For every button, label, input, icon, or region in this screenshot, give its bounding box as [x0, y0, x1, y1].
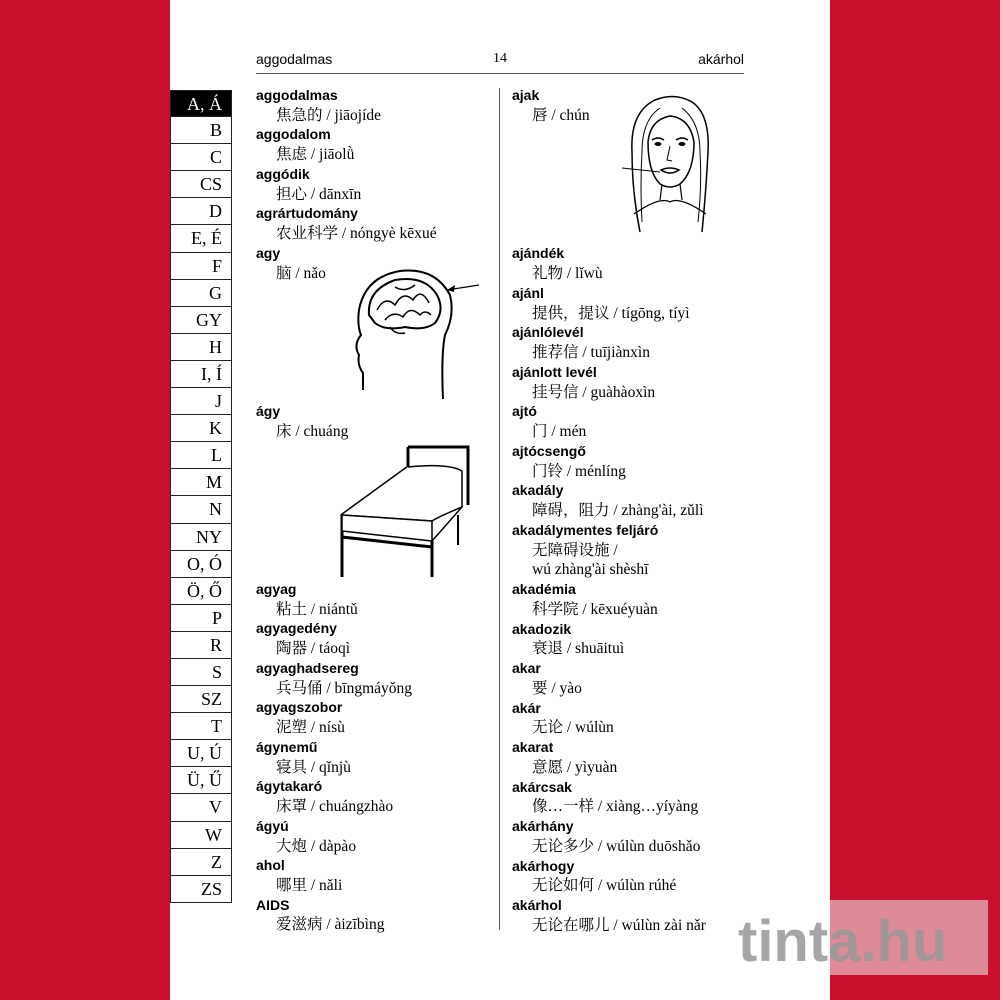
entry: [256, 619, 496, 658]
entry: [256, 738, 496, 777]
headword: agrártudomány: [256, 205, 358, 222]
index-tab[interactable]: G: [170, 280, 232, 307]
translation: 担心 / dānxīn: [276, 185, 362, 203]
translation: 无障碍设施 /: [532, 541, 618, 559]
headword: ágytakaró: [256, 778, 323, 795]
index-tab[interactable]: NY: [170, 524, 232, 551]
translation: 焦虑 / jiāolǜ: [276, 146, 355, 164]
translation: 无论 / wúlùn: [532, 719, 614, 737]
translation: 脑 / nǎo: [276, 264, 326, 282]
translation: 障碍，阻力 / zhàng'ài, zǔlì: [532, 502, 704, 520]
translation: 兵马俑 / bīngmáyǒng: [276, 679, 413, 697]
translation: 寝具 / qǐnjù: [276, 758, 351, 776]
headword: ahol: [256, 857, 285, 874]
headword: ágynemű: [256, 738, 318, 755]
entry: [256, 659, 496, 698]
headword: ajánlott levél: [512, 363, 597, 380]
page-header: [256, 47, 744, 74]
entry: [512, 738, 752, 777]
translation-continued: wú zhàng'ài shèshī: [532, 561, 649, 579]
headword: agyagszobor: [256, 699, 343, 716]
index-tab[interactable]: R: [170, 632, 232, 659]
entry: [256, 580, 496, 619]
index-tab[interactable]: W: [170, 822, 232, 849]
index-tab[interactable]: D: [170, 198, 232, 225]
index-tab[interactable]: L: [170, 442, 232, 469]
index-tab[interactable]: B: [170, 117, 232, 144]
entry: [512, 244, 752, 283]
translation: 门铃 / ménlíng: [532, 462, 626, 480]
index-tab[interactable]: O, Ó: [170, 551, 232, 578]
face-illustration: [620, 92, 720, 240]
index-tab[interactable]: H: [170, 334, 232, 361]
index-tab[interactable]: F: [170, 253, 232, 280]
translation: 提供，提议 / tígōng, tíyì: [532, 304, 690, 322]
translation: 要 / yào: [532, 679, 582, 697]
index-tab[interactable]: V: [170, 794, 232, 821]
translation: 陶器 / táoqì: [276, 640, 351, 658]
entry: [256, 204, 496, 243]
entry: [256, 165, 496, 204]
translation: 无论在哪儿 / wúlùn zài nǎr: [532, 916, 706, 934]
entry: [512, 402, 752, 441]
entry: [256, 86, 496, 125]
headword: ajtócsengő: [512, 442, 586, 459]
headword: aggódik: [256, 165, 310, 182]
headword: agyaghadsereg: [256, 659, 359, 676]
headword: agyag: [256, 580, 297, 597]
translation: 焦急的 / jiāojíde: [276, 106, 382, 124]
index-tab[interactable]: SZ: [170, 686, 232, 713]
translation: 泥塑 / nísù: [276, 719, 345, 737]
entry: [512, 363, 752, 402]
headword: akárhol: [512, 897, 562, 914]
headword: akadémia: [512, 581, 576, 598]
headword: ágy: [256, 403, 281, 420]
headword: akárhogy: [512, 857, 575, 874]
index-tab[interactable]: K: [170, 415, 232, 442]
entry: [512, 699, 752, 738]
entry: [256, 777, 496, 816]
translation: 爱滋病 / àizībìng: [276, 916, 385, 934]
entry: [256, 125, 496, 164]
entry: [512, 659, 752, 698]
index-tab[interactable]: T: [170, 713, 232, 740]
translation: 床 / chuáng: [276, 423, 349, 441]
headword: akárhány: [512, 818, 574, 835]
entry: [512, 817, 752, 856]
headword: aggodalmas: [256, 87, 338, 103]
left-guide-word: aggodalmas: [256, 51, 333, 67]
entry: [512, 481, 752, 520]
index-tab[interactable]: GY: [170, 307, 232, 334]
translation: 床罩 / chuángzhào: [276, 798, 394, 816]
headword: akar: [512, 660, 541, 677]
headword: akárcsak: [512, 778, 572, 795]
translation: 无论多少 / wúlùn duōshǎo: [532, 837, 701, 855]
page-number: 14: [493, 51, 507, 66]
headword: agyagedény: [256, 620, 337, 637]
headword: ajándék: [512, 245, 565, 262]
alphabet-index: [170, 90, 232, 903]
translation: 粘土 / niántǔ: [276, 600, 358, 618]
brain-illustration: [355, 265, 485, 400]
translation: 意愿 / yìyuàn: [532, 758, 618, 776]
translation: 哪里 / nǎli: [276, 876, 343, 894]
translation: 大炮 / dàpào: [276, 837, 357, 855]
entry: [512, 323, 752, 362]
translation: 衰退 / shuāituì: [532, 640, 625, 658]
entry: [512, 896, 752, 935]
headword: ajtó: [512, 403, 537, 420]
index-tab[interactable]: N: [170, 496, 232, 523]
index-tab[interactable]: M: [170, 469, 232, 496]
index-tab[interactable]: S: [170, 659, 232, 686]
index-tab[interactable]: ZS: [170, 876, 232, 903]
translation: 科学院 / kēxuéyuàn: [532, 600, 658, 618]
entry: [512, 580, 752, 619]
dictionary-page: [170, 0, 830, 1000]
entry: [512, 778, 752, 817]
headword: akár: [512, 699, 541, 716]
translation: 挂号信 / guàhàoxìn: [532, 383, 656, 401]
headword: AIDS: [256, 896, 290, 913]
entry: [256, 896, 496, 935]
column-divider: [499, 88, 500, 930]
index-tab[interactable]: I, Í: [170, 361, 232, 388]
headword: aggodalom: [256, 126, 331, 143]
entry: [256, 817, 496, 856]
translation: 推荐信 / tuījiànxìn: [532, 344, 650, 362]
entry: [256, 698, 496, 737]
entry: [512, 857, 752, 896]
entry: [512, 620, 752, 659]
index-tab[interactable]: Ö, Ő: [170, 578, 232, 605]
translation: 礼物 / lǐwù: [532, 265, 603, 283]
index-tab[interactable]: U, Ú: [170, 740, 232, 767]
translation: 农业科学 / nóngyè kēxué: [276, 225, 437, 243]
index-tab-a-active[interactable]: A, Á: [170, 90, 232, 117]
headword: akadály: [512, 482, 564, 499]
translation: 门 / mén: [532, 423, 587, 441]
headword: akarat: [512, 739, 554, 756]
index-tab[interactable]: P: [170, 605, 232, 632]
bed-illustration: [338, 445, 473, 580]
index-tab[interactable]: C: [170, 144, 232, 171]
headword: ágyú: [256, 817, 289, 834]
translation: 无论如何 / wúlùn rúhé: [532, 877, 677, 895]
headword: ajánlólevél: [512, 324, 584, 341]
headword: agy: [256, 244, 281, 261]
entry: [512, 284, 752, 323]
headword: ajánl: [512, 284, 544, 301]
index-tab[interactable]: CS: [170, 171, 232, 198]
headword: ajak: [512, 87, 540, 103]
headword: akadozik: [512, 620, 572, 637]
translation: 像…一样 / xiàng…yíyàng: [532, 798, 699, 816]
index-tab[interactable]: Ü, Ű: [170, 767, 232, 794]
watermark-logo: tinta.hu: [738, 909, 948, 974]
headword: akadálymentes feljáró: [512, 521, 659, 538]
index-tab[interactable]: J: [170, 388, 232, 415]
translation: 唇 / chún: [532, 106, 590, 124]
index-tab[interactable]: Z: [170, 849, 232, 876]
index-tab[interactable]: E, É: [170, 225, 232, 252]
right-guide-word: akárhol: [698, 51, 744, 67]
entry: [512, 442, 752, 481]
entry: [256, 856, 496, 895]
entry: [256, 402, 496, 441]
entry: [512, 521, 752, 580]
